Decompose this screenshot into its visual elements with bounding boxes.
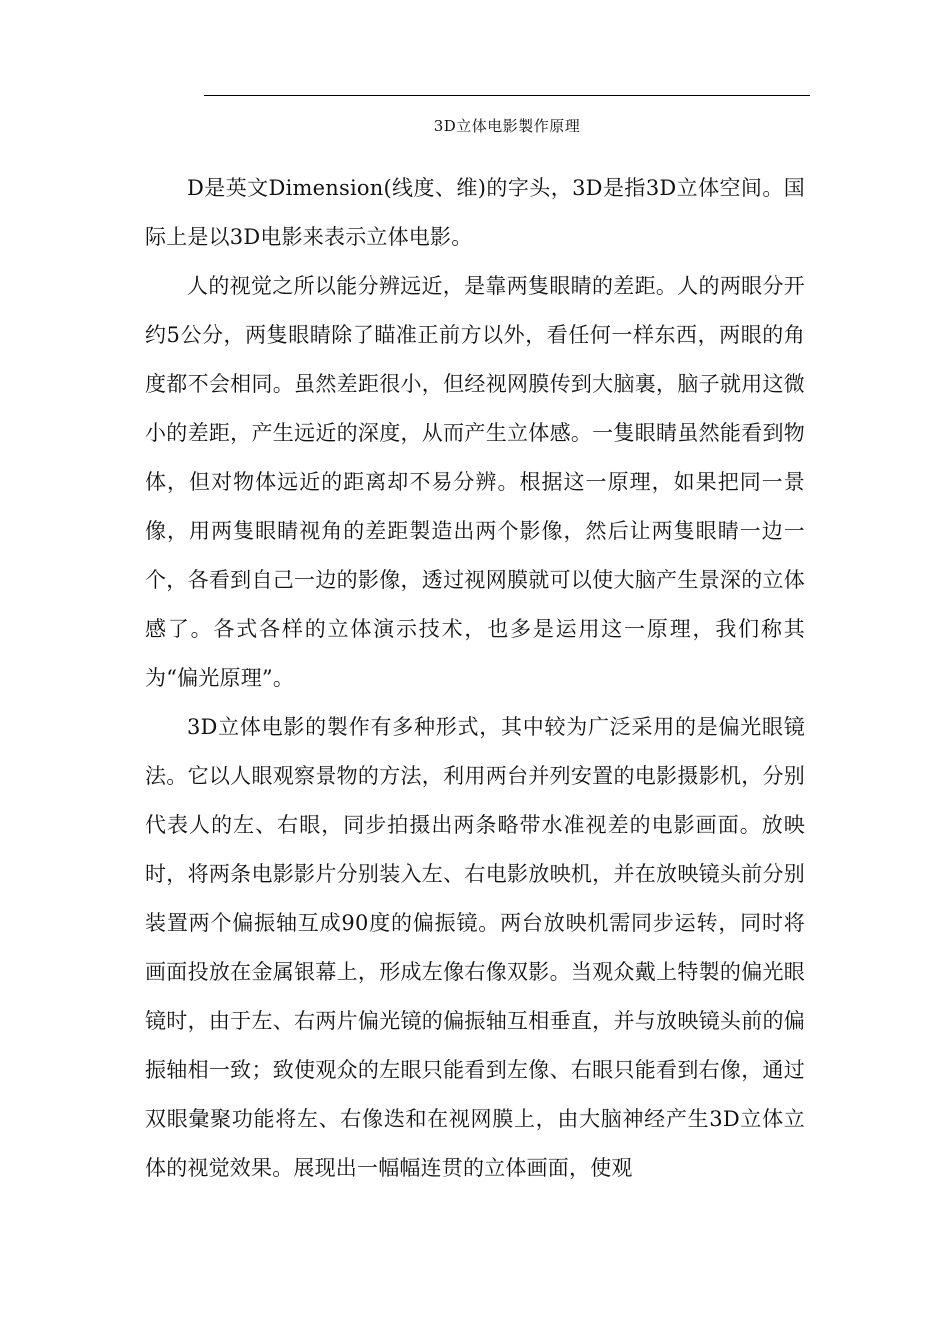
header-rule bbox=[204, 95, 810, 96]
document-body bbox=[145, 164, 805, 1193]
paragraph: D是英文Dimension(线度、维)的字头，3D是指3D立体空间。国际上是以3D电影来表示立体电影。 bbox=[145, 176, 805, 249]
header-title: 3D立体电影製作原理 bbox=[433, 117, 581, 135]
paragraph: 3D立体电影的製作有多种形式，其中较为广泛采用的是偏光眼镜法。它以人眼观察景物的方法，利用两台并列安置的电影摄影机，分别代表人的左、右眼，同步拍摄出两条略带水准视差的电影画面。放映时，将两条电影影片分别装入左、右电影放映机，并在放映镜头前分别装置两个偏振轴互成90度的偏振镜。两台放映机需同步运转，同时将画面投放在金属银幕上，形成左像右像双影。当观众戴上特製的偏光眼镜时，由于左、右两片偏光镜的偏振轴互相垂直，并与放映镜头前的偏振轴相一致；致使观众的左眼只能看到左像、右眼只能看到右像，通过双眼彙聚功能将左、右像迭和在视网膜上，由大脑神经产生3D立体立体的视觉效果。展现出一幅幅连贯的立体画面，使观 bbox=[145, 715, 805, 1180]
paragraph: 人的视觉之所以能分辨远近，是靠两隻眼睛的差距。人的两眼分开约5公分，两隻眼睛除了瞄准正前方以外，看任何一样东西，两眼的角度都不会相同。虽然差距很小，但经视网膜传到大脑裏，脑子就用这微小的差距，产生远近的深度，从而产生立体感。一隻眼睛虽然能看到物体，但对物体远近的距离却不易分辨。根据这一原理，如果把同一景像，用两隻眼睛视角的差距製造出两个影像，然后让两隻眼睛一边一个，各看到自己一边的影像，透过视网膜就可以使大脑产生景深的立体感了。各式各样的立体演示技术，也多是运用这一原理，我们称其为“偏光原理”。 bbox=[145, 274, 805, 690]
